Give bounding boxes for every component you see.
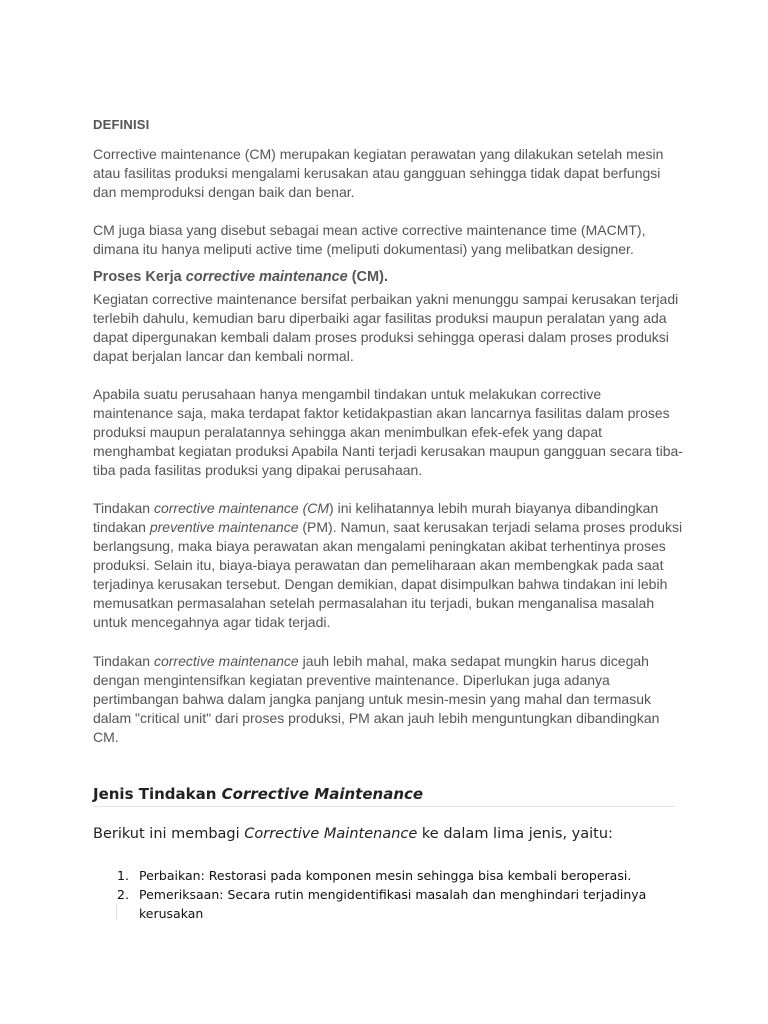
paragraph-tindakan-cm [93,499,683,632]
section-label: DEFINISI [93,117,150,132]
heading-proses-part-c: (CM). [347,269,388,285]
heading-proses-part-a: Proses Kerja [93,269,186,285]
paragraph-macmt: CM juga biasa yang disebut sebagai mean active corrective maintenance time (MACMT), dimana itu hanya meliputi active time (meliputi dokumentasi) yang melibatkan designer. [93,222,646,257]
p5-part-a: Tindakan [93,500,154,516]
p6-part-b: corrective maintenance [153,653,299,669]
paragraph-apabila: Apabila suatu perusahaan hanya mengambil tindakan untuk melakukan corrective maintenance saja, maka terdapat faktor ketidakpastian akan lancarnya fasilitas dalam proses produksi maupun peralatannya sehingga akan menimbulkan efek-efek yang dapat menghambat kegiatan produksi Apabila Nanti terjadi kerusakan maupun gangguan secara tiba-tiba pada fasilitas produksi yang dipakai perusahaan. [93,386,683,478]
intro-part-a: Berikut ini membagi [93,826,245,842]
intro-part-c: ke dalam lima jenis, yaitu: [417,826,613,842]
intro-sentence [93,826,613,842]
heading-jenis-part-b: Corrective Maintenance [221,785,424,803]
p5-part-d: preventive maintenance [149,519,299,535]
heading-proses-kerja [93,269,388,285]
list-item [117,885,667,923]
heading-proses-part-b: corrective maintenance [185,269,348,285]
list-item-number: 1. [117,868,129,883]
paragraph-tindakan-mahal [93,652,683,747]
p6-part-c: jauh lebih mahal, maka sedapat mungkin harus dicegah dengan mengintensifkan kegiatan preventive maintenance. Diperlukan juga adanya pertimbangan bahwa dalam jangka panjang untuk mesin-mesin yang mahal dan termasuk dalam "critical unit" dari proses produksi, PM akan jauh lebih menguntungkan dibandingkan CM. [93,653,660,745]
intro-part-b: Corrective Maintenance [244,826,418,842]
paragraph-definition: Corrective maintenance (CM) merupakan kegiatan perawatan yang dilakukan setelah mesin atau fasilitas produksi mengalami kerusakan atau gangguan sehingga tidak dapat berfungsi dan memproduksi dengan baik dan benar. [93,146,664,200]
list-item [117,866,667,885]
p5-part-e: (PM). Namun, saat kerusakan terjadi selama proses produksi berlangsung, maka biaya perawatan akan mengalami peningkatan akibat terhentinya proses produksi. Selain itu, biaya-biaya perawatan dan pemeliharaan akan membengkak pada saat terjadinya kerusakan tersebut. Dengan demikian, dapat disimpulkan bahwa tindakan ini lebih memusatkan permasalahan setelah permasalahan itu terjadi, bukan menganalisa masalah untuk mencegahnya agar tidak terjadi. [93,519,683,630]
jenis-list [117,866,667,923]
p5-part-b: corrective maintenance (CM [153,500,330,516]
list-indent-rule [116,905,117,919]
list-item-number: 2. [117,887,129,902]
p5-part-c: ) ini kelihatannya lebih murah biayanya dibandingkan tindakan [93,500,659,535]
heading-jenis-tindakan [93,785,675,807]
list-item-text: Perbaikan: Restorasi pada komponen mesin sehingga bisa kembali beroperasi. [139,868,632,883]
p6-part-a: Tindakan [93,653,154,669]
paragraph-proses: Kegiatan corrective maintenance bersifat perbaikan yakni menunggu sampai kerusakan terjadi terlebih dahulu, kemudian baru diperbaiki agar fasilitas produksi maupun peralatan yang ada dapat dipergunakan kembali dalam proses produksi sehingga operasi dalam proses produksi dapat berjalan lancar dan kembali normal. [93,291,679,364]
list-item-text: Pemeriksaan: Secara rutin mengidentifikasi masalah dan menghindari terjadinya kerusakan [139,887,647,921]
heading-jenis-part-a: Jenis Tindakan [93,785,222,803]
